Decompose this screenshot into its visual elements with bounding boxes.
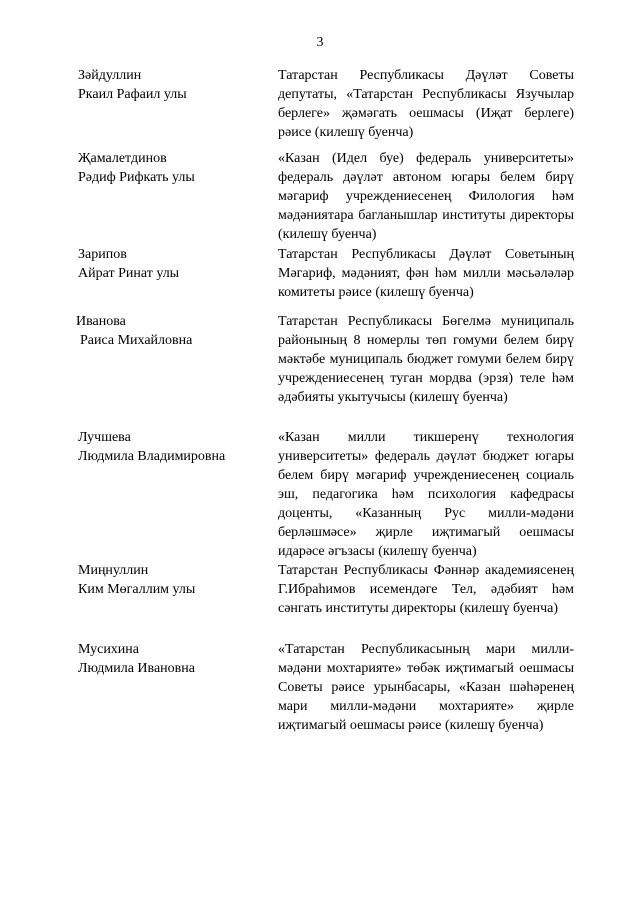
person-surname: Миңнуллин	[78, 563, 149, 578]
person-surname: Мусихина	[78, 642, 140, 657]
person-given-name: Ким Мөгаллим улы	[78, 582, 196, 597]
person-position: Татарстан Республикасы Дәүләт Советының Мәгариф, мәдәният, фән һәм милли мәсьәләләр комитеты рәисе (килешү буенча)	[278, 247, 574, 300]
person-given-name: Рәдиф Рифкать улы	[78, 170, 195, 185]
person-surname: Зарипов	[78, 247, 127, 262]
person-position: Татарстан Республикасы Бөгелмә муниципаль районының 8 номерлы төп гомуми белем бирү мәктәбе муниципаль бюджет гомуми белем бирү учреждениесенең туган мордва (эрзя) теле һәм әдәбияты укытучысы (килешү буенча)	[278, 314, 574, 405]
person-surname: Зәйдуллин	[78, 68, 142, 83]
person-surname: Иванова	[76, 314, 126, 329]
person-given-name: Людмила Владимировна	[78, 449, 226, 464]
person-name	[78, 640, 268, 678]
person-name	[76, 312, 266, 350]
person-position: Татарстан Республикасы Фәннәр академиясенең Г.Ибраһимов исемендәге Тел, әдәбият һәм сәнгать институты директоры (килешү буенча)	[278, 563, 574, 616]
person-given-name: Ркаил Рафаил улы	[78, 87, 187, 102]
person-name	[78, 149, 268, 187]
person-position: «Казан милли тикшеренү технология университеты» федераль дәүләт бюджет югары белем бирү мәгариф учреждениесенең социаль эш, педагогика һәм психология кафедрасы доценты, «Казанның Рус милли-мәдәни берләшмәсе» җирле иҗтимагый оешмасы идарәсе әгъзасы (килешү буенча)	[278, 430, 574, 559]
page-number: 3	[316, 35, 324, 50]
person-name	[78, 66, 268, 104]
person-name	[78, 561, 268, 599]
person-given-name: Раиса Михайловна	[80, 333, 193, 348]
person-position: «Татарстан Республикасының мари милли-мәдәни мохтарияте» төбәк иҗтимагый оешмасы Советы рәисе урынбасары, «Казан шәһәренең мари милли-мәдәни мохтарияте» җирле иҗтимагый оешмасы рәисе (килешү буенча)	[278, 642, 574, 733]
person-given-name: Людмила Ивановна	[78, 661, 195, 676]
person-position: «Казан (Идел буе) федераль университеты» федераль дәүләт автоном югары белем бирү мәгариф учреждениесенең Филология һәм мәдәниятара багланышлар институты директоры (килешү буенча)	[278, 151, 574, 242]
person-surname: Лучшева	[78, 430, 131, 445]
person-name	[78, 428, 268, 466]
person-surname: Җамалетдинов	[78, 151, 167, 166]
person-position: Татарстан Республикасы Дәүләт Советы депутаты, «Татарстан Республикасы Язучылар берлеге» җәмәгать оешмасы (Иҗат берлеге) рәисе (килешү буенча)	[278, 68, 574, 140]
person-given-name: Айрат Ринат улы	[78, 266, 180, 281]
person-name	[78, 245, 268, 283]
